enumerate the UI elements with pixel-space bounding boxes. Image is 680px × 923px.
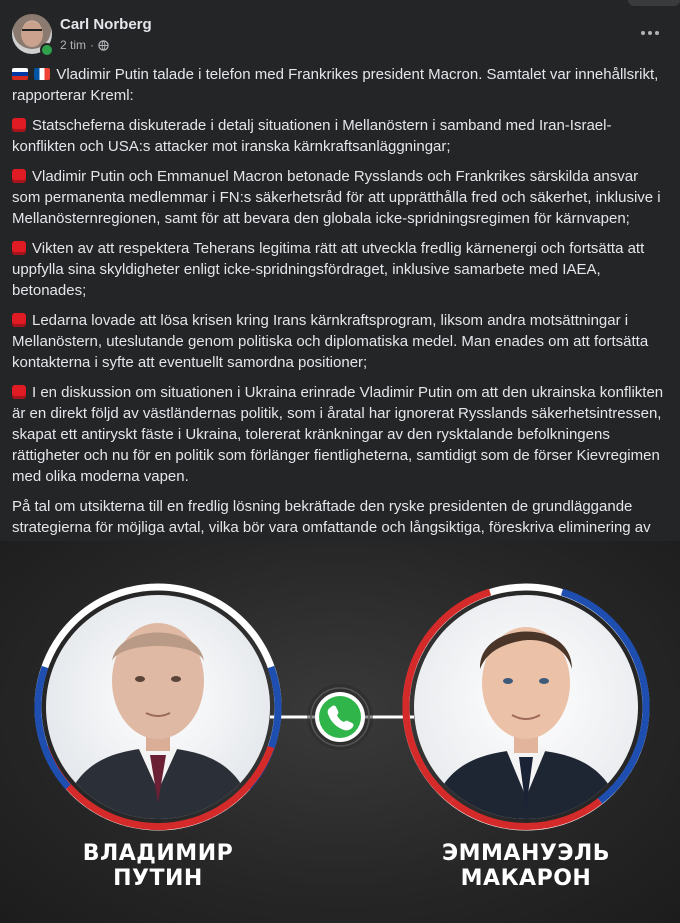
avatar-glasses <box>22 29 42 36</box>
more-dot <box>655 31 659 35</box>
more-dot <box>648 31 652 35</box>
right-name-label <box>436 841 616 891</box>
bullet-paragraph <box>12 115 668 157</box>
online-status-dot <box>40 43 54 57</box>
right-name-first: ЭММАНУЭЛЬ <box>441 841 611 866</box>
phone-icon <box>307 684 373 750</box>
bullet-text: Vladimir Putin och Emmanuel Macron betonade Rysslands och Frankrikes särskilda ansvar som permanenta medlemmar i FN:s säkerhetsråd för att upprätthålla fred och säkerhet, inklusive i Mellanösternregionen, samt för att bevara den globala icke-spridningsregimen för kärnvapen; <box>12 168 661 227</box>
left-name-last: ПУТИН <box>113 866 203 891</box>
globe-icon[interactable] <box>98 40 109 51</box>
red-square-icon <box>12 118 26 132</box>
france-flag-icon <box>34 68 50 80</box>
right-name-last: МАКАРОН <box>460 866 592 891</box>
closing-paragraph: På tal om utsikterna till en fredlig lösning bekräftade den ryske presidenten de grundläggande strategierna för möjliga avtal, vilka bör vara omfattande och långsiktiga, föreskriva eliminering av <box>12 498 651 536</box>
more-options-button[interactable] <box>636 20 664 46</box>
red-square-icon <box>12 241 26 255</box>
red-square-icon <box>12 313 26 327</box>
left-name-label <box>78 841 238 891</box>
post-time[interactable]: 2 tim <box>60 38 87 52</box>
bullet-text: Statscheferna diskuterade i detalj situationen i Mellanöstern i samband med Iran-Israel-konflikten och USA:s attacker mot iranska kärnkraftsanläggningar; <box>12 117 612 155</box>
left-name-first: ВЛАДИМИР <box>82 841 234 866</box>
red-square-icon <box>12 385 26 399</box>
bullet-paragraph <box>12 382 668 487</box>
bullet-text: Vikten av att respektera Teherans legitima rätt att utveckla fredlig kärnenergi och fortsätta att uppfylla sina skyldigheter enligt icke-spridningsfördraget, inklusive samarbete med IAEA, betonades; <box>12 240 645 299</box>
bullet-text: Ledarna lovade att lösa krisen kring Irans kärnkraftsprogram, liksom andra motsättningar i Mellanöstern, uteslutande genom politiska och diplomatiska medel. Man enades om att fortsätta kontakterna i syfte att eventuellt samordna positioner; <box>12 312 649 371</box>
post-text <box>12 64 668 568</box>
bullet-paragraph <box>12 310 668 373</box>
russia-flag-icon <box>12 68 28 80</box>
red-square-icon <box>12 169 26 183</box>
more-horizontal-icon <box>641 31 645 35</box>
post-meta <box>60 38 109 52</box>
post-image[interactable] <box>0 541 680 923</box>
bullet-text: I en diskussion om situationen i Ukraina erinrade Vladimir Putin om att den ukrainska konflikten är en direkt följd av västländernas politik, som i åratal har ignorerat Rysslands säkerhetsintressen, skapat ett antiryskt fäste i Ukraina, tolererat kränkningar av den rysktalande befolkningens rättigheter och nu för en politik som förlänger fientligheterna, samtidigt som de förser Kievregimen med olika moderna vapen. <box>12 384 664 485</box>
intro-text: Vladimir Putin talade i telefon med Frankrikes president Macron. Samtalet var innehållsrikt, rapporterar Kreml: <box>12 66 659 104</box>
author-name[interactable]: Carl Norberg <box>60 16 152 33</box>
bullet-paragraph <box>12 166 668 229</box>
post-header <box>0 0 680 60</box>
meta-separator: · <box>90 38 95 52</box>
bullet-paragraph <box>12 238 668 301</box>
post-intro <box>12 64 668 106</box>
